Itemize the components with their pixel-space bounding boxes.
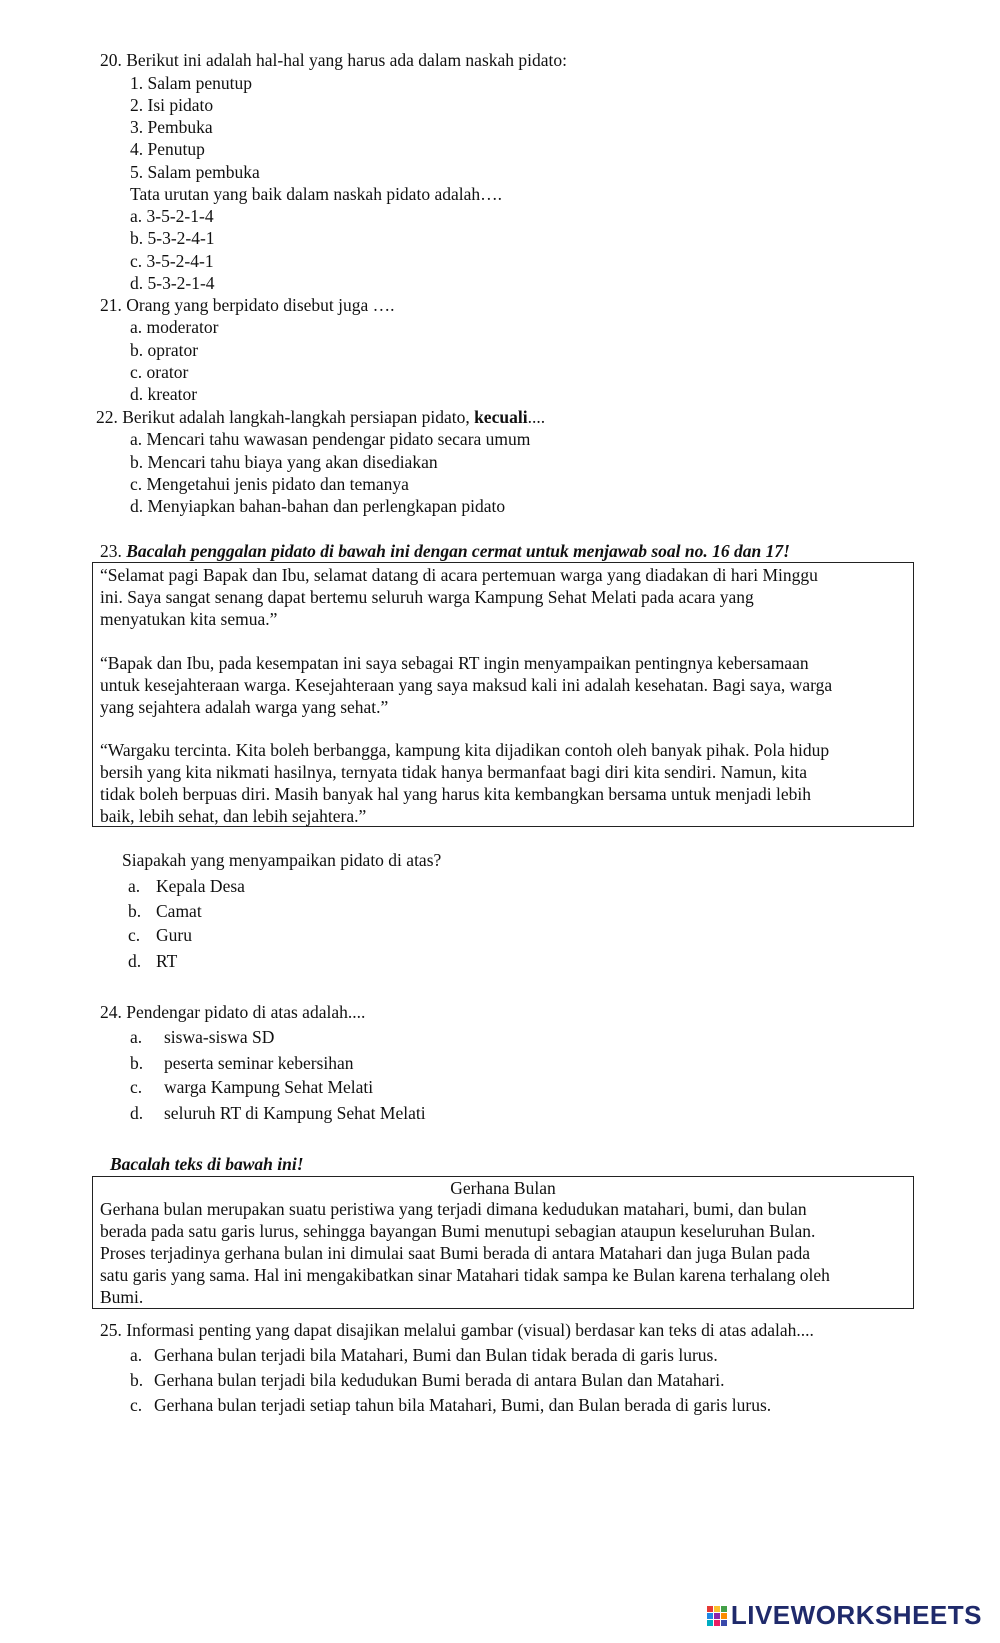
q20-option-d[interactable]: d. 5-3-2-1-4 — [130, 273, 215, 293]
q23-option-c[interactable] — [128, 924, 192, 946]
q20-option-c[interactable]: c. 3-5-2-4-1 — [130, 251, 214, 271]
q21-option-c[interactable]: c. orator — [130, 362, 189, 382]
q20-option-b[interactable]: b. 5-3-2-4-1 — [130, 228, 215, 248]
option-letter: c. — [130, 1395, 143, 1415]
q21-stem: 21. Orang yang berpidato disebut juga …. — [100, 295, 395, 315]
reading-line: Gerhana bulan merupakan suatu peristiwa yang terjadi dimana kedudukan matahari, bumi, dan bulan — [100, 1199, 807, 1219]
logo-square — [707, 1620, 713, 1626]
q20-item: 4. Penutup — [130, 139, 205, 159]
option-text: warga Kampung Sehat Melati — [164, 1077, 374, 1097]
passage-line: baik, lebih sehat, dan lebih sejahtera.” — [100, 806, 367, 826]
option-text: Gerhana bulan terjadi bila Matahari, Bumi dan Bulan tidak berada di garis lurus. — [154, 1345, 718, 1365]
option-letter: d. — [130, 1103, 144, 1123]
liveworksheets-watermark[interactable] — [707, 1600, 982, 1631]
q22-option-c[interactable]: c. Mengetahui jenis pidato dan temanya — [130, 474, 409, 494]
q24-option-a[interactable] — [130, 1026, 275, 1048]
q24-option-c[interactable] — [130, 1076, 374, 1098]
option-text: Kepala Desa — [156, 876, 245, 896]
q24-stem: 24. Pendengar pidato di atas adalah.... — [100, 1002, 366, 1022]
option-text: RT — [156, 951, 178, 971]
logo-square — [721, 1613, 727, 1619]
q23-option-a[interactable] — [128, 875, 245, 897]
passage-line: menyatukan kita semua.” — [100, 609, 278, 629]
logo-square — [714, 1613, 720, 1619]
option-letter: a. — [130, 1345, 143, 1365]
q23-instruction — [100, 540, 790, 562]
passage-line: yang sejahtera adalah warga yang sehat.” — [100, 697, 389, 717]
option-text: Gerhana bulan terjadi bila kedudukan Bumi berada di antara Bulan dan Matahari. — [154, 1370, 725, 1390]
q20-item: 3. Pembuka — [130, 117, 213, 137]
q23-option-b[interactable] — [128, 900, 202, 922]
option-letter: a. — [130, 1027, 143, 1047]
q20-stem: 20. Berikut ini adalah hal-hal yang harus ada dalam naskah pidato: — [100, 50, 568, 70]
liveworksheets-logo-icon — [707, 1606, 727, 1626]
logo-square — [707, 1613, 713, 1619]
passage-line: “Selamat pagi Bapak dan Ibu, selamat datang di acara pertemuan warga yang diadakan di hari Minggu — [100, 565, 818, 585]
passage-line: ini. Saya sangat senang dapat bertemu seluruh warga Kampung Sehat Melati pada acara yang — [100, 587, 754, 607]
liveworksheets-logo-text: LIVEWORKSHEETS — [730, 1600, 982, 1630]
option-letter: b. — [128, 901, 142, 921]
q22-option-d[interactable]: d. Menyiapkan bahan-bahan dan perlengkapan pidato — [130, 496, 506, 516]
q21-option-a[interactable]: a. moderator — [130, 317, 219, 337]
passage-line: “Bapak dan Ibu, pada kesempatan ini saya sebagai RT ingin menyampaikan pentingnya kebersamaan — [100, 653, 809, 673]
q23-instruction-text: Bacalah penggalan pidato di bawah ini dengan cermat untuk menjawab soal no. 16 dan 17! — [126, 541, 790, 561]
q22-stem — [96, 406, 545, 428]
logo-square — [721, 1606, 727, 1612]
q24-option-b[interactable] — [130, 1052, 354, 1074]
option-letter: b. — [130, 1053, 144, 1073]
option-letter: a. — [128, 876, 141, 896]
q20-item: 1. Salam penutup — [130, 73, 252, 93]
q20-item: 5. Salam pembuka — [130, 162, 260, 182]
option-text: Guru — [156, 925, 192, 945]
q23-question: Siapakah yang menyampaikan pidato di atas? — [122, 850, 442, 870]
q25-option-a[interactable] — [130, 1344, 718, 1366]
q23-option-d[interactable] — [128, 950, 178, 972]
q22-stem-text: 22. Berikut adalah langkah-langkah persiapan pidato, — [96, 407, 475, 427]
option-letter: c. — [130, 1077, 143, 1097]
q22-option-a[interactable]: a. Mencari tahu wawasan pendengar pidato secara umum — [130, 429, 531, 449]
option-text: siswa-siswa SD — [164, 1027, 275, 1047]
q24-option-d[interactable] — [130, 1102, 426, 1124]
logo-square — [714, 1620, 720, 1626]
option-letter: c. — [128, 925, 141, 945]
q25-option-b[interactable] — [130, 1369, 725, 1391]
reading-title: Gerhana Bulan — [450, 1178, 556, 1198]
q21-option-d[interactable]: d. kreator — [130, 384, 198, 404]
q21-option-b[interactable]: b. oprator — [130, 340, 199, 360]
reading-line: Bumi. — [100, 1287, 144, 1307]
q25-stem: 25. Informasi penting yang dapat disajikan melalui gambar (visual) berdasar kan teks di atas adalah.... — [100, 1320, 814, 1340]
option-text: Gerhana bulan terjadi setiap tahun bila Matahari, Bumi, dan Bulan berada di garis lurus. — [154, 1395, 772, 1415]
q22-stem-suffix: .... — [527, 407, 546, 427]
q25-option-c[interactable] — [130, 1394, 772, 1416]
option-letter: b. — [130, 1370, 144, 1390]
q20-item: 2. Isi pidato — [130, 95, 214, 115]
logo-square — [714, 1606, 720, 1612]
logo-square — [707, 1606, 713, 1612]
option-letter: d. — [128, 951, 142, 971]
option-text: peserta seminar kebersihan — [164, 1053, 354, 1073]
reading-instruction: Bacalah teks di bawah ini! — [110, 1154, 304, 1174]
reading-line: satu garis yang sama. Hal ini mengakibatkan sinar Matahari tidak sampa ke Bulan karena terhalang oleh — [100, 1265, 830, 1285]
passage-line: untuk kesejahteraan warga. Kesejahteraan yang saya maksud kali ini adalah kesehatan. Bagi saya, warga — [100, 675, 833, 695]
option-text: Camat — [156, 901, 202, 921]
q22-option-b[interactable]: b. Mencari tahu biaya yang akan disediakan — [130, 452, 438, 472]
option-text: seluruh RT di Kampung Sehat Melati — [164, 1103, 426, 1123]
logo-square — [721, 1620, 727, 1626]
reading-line: berada pada satu garis lurus, sehingga bayangan Bumi menutupi sebagian ataupun keseluruhan Bulan. — [100, 1221, 816, 1241]
passage-line: tidak boleh berpuas diri. Masih banyak hal yang harus kita kembangkan bersama untuk menjadi lebih — [100, 784, 811, 804]
q22-stem-bold: kecuali — [474, 407, 528, 427]
passage-line: “Wargaku tercinta. Kita boleh berbangga, kampung kita dijadikan contoh oleh banyak pihak. Pola hidup — [100, 740, 830, 760]
q23-number: 23. — [100, 541, 122, 561]
reading-line: Proses terjadinya gerhana bulan ini dimulai saat Bumi berada di antara Matahari dan juga Bulan pada — [100, 1243, 810, 1263]
q20-question: Tata urutan yang baik dalam naskah pidato adalah…. — [130, 184, 502, 204]
passage-line: bersih yang kita nikmati hasilnya, ternyata tidak hanya bermanfaat bagi diri kita sendiri. Namun, kita — [100, 762, 808, 782]
q20-option-a[interactable]: a. 3-5-2-1-4 — [130, 206, 214, 226]
